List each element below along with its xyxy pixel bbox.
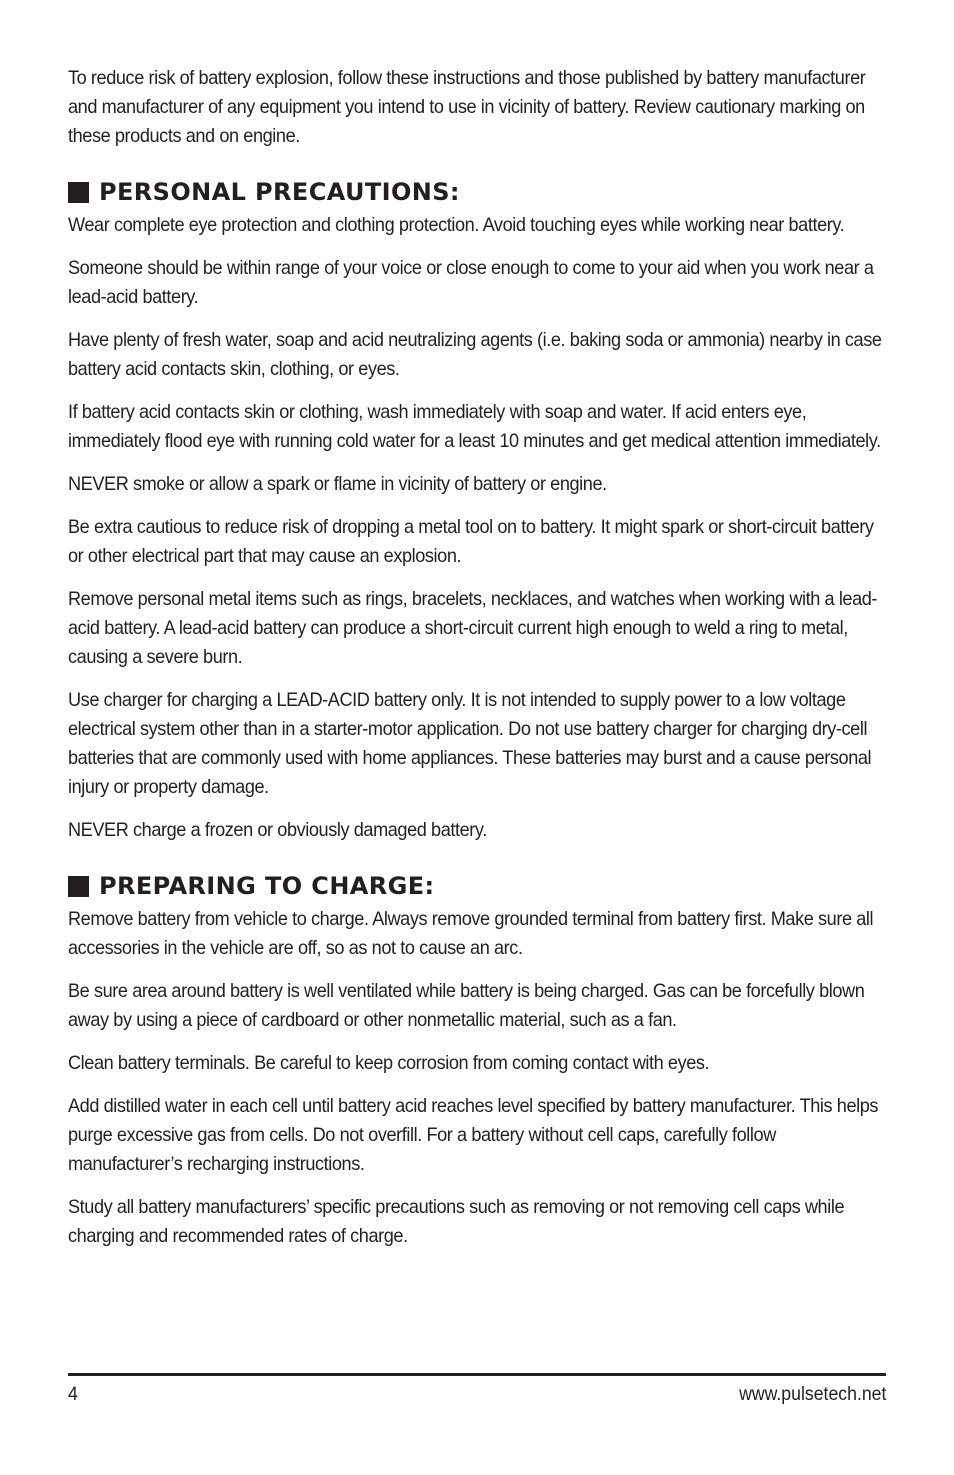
preparing-paragraph: Clean battery terminals. Be careful to keep corrosion from coming contact with eyes. (68, 1052, 710, 1074)
footer-divider (68, 1373, 886, 1376)
personal-precautions-heading (68, 177, 886, 207)
personal-paragraph: Wear complete eye protection and clothing protection. Avoid touching eyes while working near battery. (68, 214, 845, 236)
square-bullet-icon (68, 182, 89, 203)
personal-paragraph: Be extra cautious to reduce risk of dropping a metal tool on to battery. It might spark or short-circuit battery or other electrical part that may cause an explosion. (68, 516, 874, 567)
personal-paragraph: NEVER smoke or allow a spark or flame in vicinity of battery or engine. (68, 473, 607, 495)
preparing-paragraph: Study all battery manufacturers’ specific precautions such as removing or not removing cell caps while charging and recommended rates of charge. (68, 1196, 845, 1247)
personal-paragraph: Someone should be within range of your voice or close enough to come to your aid when you work near a lead-acid battery. (68, 257, 874, 308)
page-body (68, 64, 886, 1265)
personal-paragraph: NEVER charge a frozen or obviously damaged battery. (68, 819, 487, 841)
heading-text: PERSONAL PRECAUTIONS: (99, 178, 460, 206)
personal-paragraph: Remove personal metal items such as rings, bracelets, necklaces, and watches when working with a lead-acid battery. A lead-acid battery can produce a short-circuit current high enough to weld a ring to metal, causing a severe burn. (68, 588, 878, 668)
intro-paragraph: To reduce risk of battery explosion, follow these instructions and those published by battery manufacturer and manufacturer of any equipment you intend to use in vicinity of battery. Review cautionary marking on these products and on engine. (68, 67, 866, 147)
personal-paragraph: If battery acid contacts skin or clothing, wash immediately with soap and water. If acid enters eye, immediately flood eye with running cold water for a least 10 minutes and get medical attention immediately. (68, 401, 881, 452)
preparing-paragraph: Be sure area around battery is well ventilated while battery is being charged. Gas can be forcefully blown away by using a piece of cardboard or other nonmetallic material, such as a fan. (68, 980, 865, 1031)
preparing-paragraph: Add distilled water in each cell until battery acid reaches level specified by battery manufacturer. This helps purge excessive gas from cells. Do not overfill. For a battery without cell caps, carefully follow manufacturer’s recharging instructions. (68, 1095, 879, 1175)
footer-url: www.pulsetech.net (738, 1384, 886, 1405)
personal-paragraph: Use charger for charging a LEAD-ACID battery only. It is not intended to supply power to a low voltage electrical system other than in a starter-motor application. Do not use battery charger for charging dry-cell batteries that are commonly used with home appliances. These batteries may burst and a cause personal injury or property damage. (68, 689, 872, 798)
heading-text: PREPARING TO CHARGE: (99, 872, 435, 900)
personal-paragraph: Have plenty of fresh water, soap and acid neutralizing agents (i.e. baking soda or ammonia) nearby in case battery acid contacts skin, clothing, or eyes. (68, 329, 882, 380)
preparing-paragraph: Remove battery from vehicle to charge. Always remove grounded terminal from battery first. Make sure all accessories in the vehicle are off, so as not to cause an arc. (68, 908, 874, 959)
square-bullet-icon (68, 876, 89, 897)
page-number: 4 (68, 1384, 78, 1405)
preparing-to-charge-heading (68, 871, 886, 901)
